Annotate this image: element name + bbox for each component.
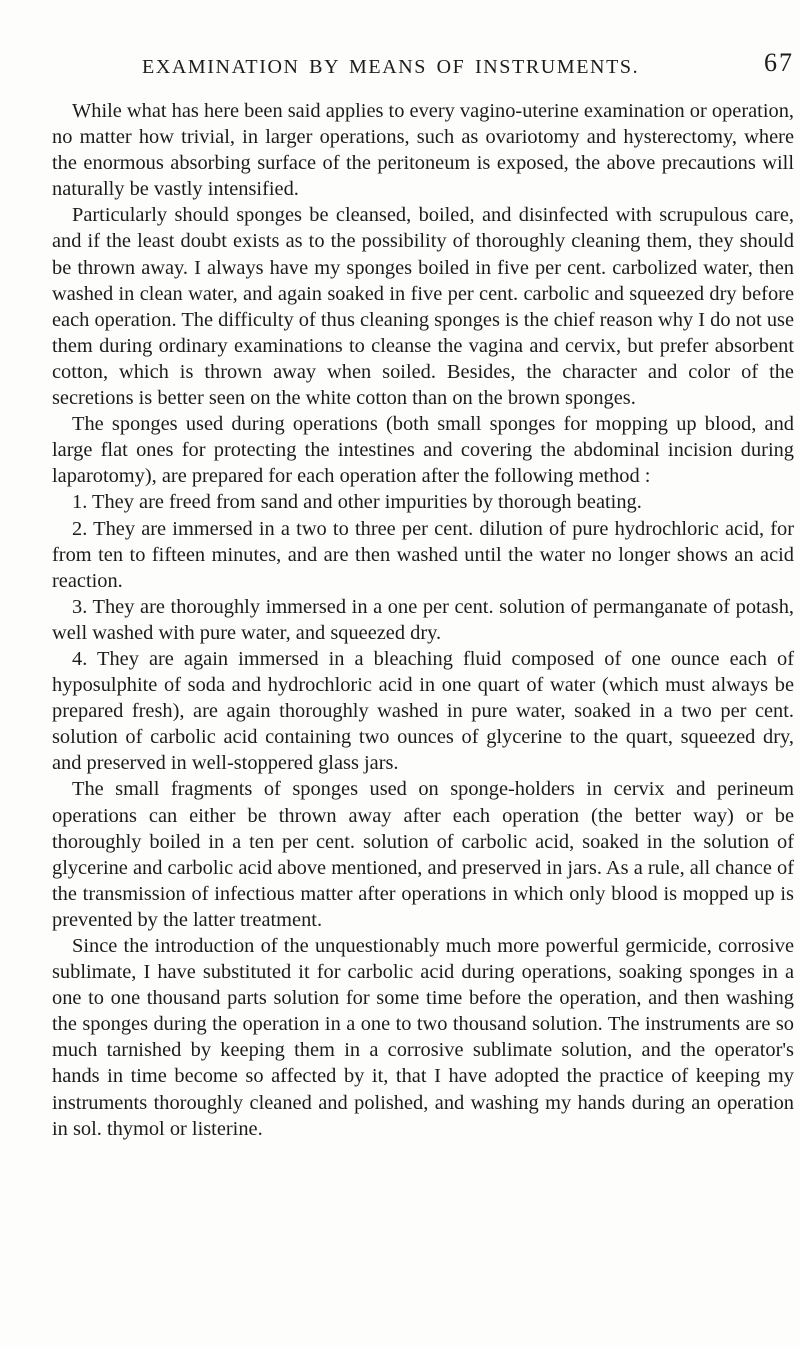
paragraph-fragments: The small fragments of sponges used on sponge-holders in cervix and perineum operations can either be thrown away after each operation (the better way) or be thoroughly boiled in a ten per cent. solution of carbolic acid, soaked in the solution of glycerine and carbolic acid above mentioned, and preserved in jars. As a rule, all chance of the transmission of infectious matter after operations in which only blood is mopped up is prevented by the latter treatment. [52, 778, 794, 931]
running-head: EXAMINATION BY MEANS OF INSTRUMENTS. [142, 56, 640, 78]
paragraph-intro: While what has here been said applies to every vagino-uterine examination or operation, no matter how trivial, in larger operations, such as ovariotomy and hysterectomy, where the enormous absorbing surface of the peritoneum is exposed, the above precautions will naturally be vastly intensified. [52, 100, 794, 201]
list-item-step-2: 2. They are immersed in a two to three per cent. dilution of pure hydrochloric acid, for from ten to fifteen minutes, and are then washed until the water no longer shows an acid reaction. [52, 517, 794, 592]
list-item-step-1: 1. They are freed from sand and other impurities by thorough beating. [72, 491, 642, 514]
list-item-step-3: 3. They are thoroughly immersed in a one per cent. solution of permanganate of potash, well washed with pure water, and squeezed dry. [52, 595, 794, 644]
list-item-step-4: 4. They are again immersed in a bleaching fluid composed of one ounce each of hyposulphite of soda and hydrochloric acid in one quart of water (which must always be prepared fresh), are again thoroughly washed in pure water, soaked in a two per cent. solution of carbolic acid containing two ounces of glycerine to the quart, squeezed dry, and preserved in well-stoppered glass jars. [52, 647, 794, 775]
page-header [52, 48, 794, 84]
paragraph-method: The sponges used during operations (both small sponges for mopping up blood, and large flat ones for protecting the intestines and covering the abdominal incision during laparotomy), are prepared for each operation after the following method : [52, 413, 794, 488]
paragraph-sponges: Particularly should sponges be cleansed, boiled, and disinfected with scrupulous care, and if the least doubt exists as to the possibility of thoroughly cleaning them, they should be thrown away. I always have my sponges boiled in five per cent. carbolized water, then washed in clean water, and again soaked in five per cent. carbolic and squeezed dry before each operation. The difficulty of thus cleaning sponges is the chief reason why I do not use them during ordinary examinations to cleanse the vagina and cervix, but prefer absorbent cotton, which is thrown away when soiled. Besides, the character and color of the secretions is better seen on the white cotton than on the brown sponges. [52, 204, 794, 410]
paragraph-sublimate: Since the introduction of the unquestionably much more powerful germicide, corrosive sublimate, I have substituted it for carbolic acid during operations, soaking sponges in a one to one thousand parts solution for some time before the operation, and then washing the sponges during the operation in a one to two thousand solution. The instruments are so much tarnished by keeping them in a corrosive sublimate solution, and the operator's hands in time become so affected by it, that I have adopted the practice of keeping my instruments thoroughly cleaned and polished, and washing my hands during an operation in sol. thymol or listerine. [52, 935, 794, 1140]
body-text [52, 98, 794, 1142]
page-number: 67 [764, 48, 794, 77]
